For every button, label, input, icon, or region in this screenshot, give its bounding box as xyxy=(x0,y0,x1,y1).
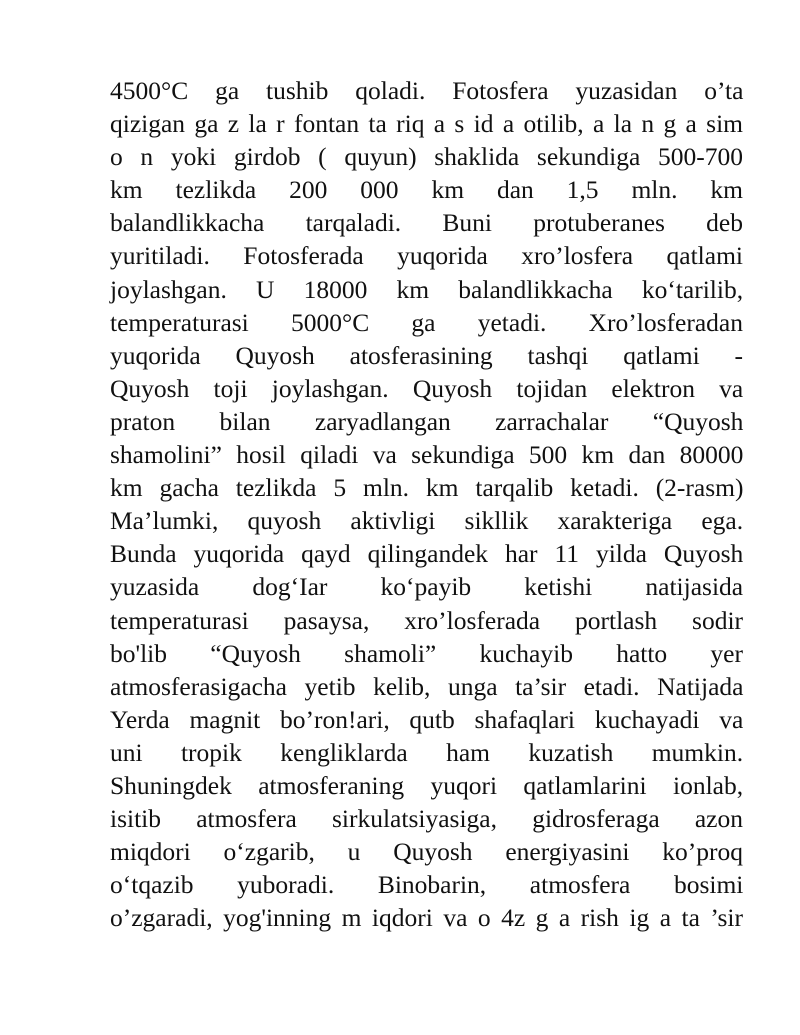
text-line-8: temperaturasi 5000°C ga yetadi. Xro’losferadan xyxy=(110,307,743,337)
text-line-2: qizigan ga z la r fontan ta riq a s id a otilib, a la n g a sim xyxy=(110,109,743,139)
text-line-19: atmosferasigacha yetib kelib, unga ta’sir etadi. Natijada xyxy=(110,671,744,701)
text-line-6: yuritiladi. Fotosferada yuqorida xro’losfera qatlami xyxy=(110,241,743,271)
text-line-7: joylashgan. U 18000 km balandlikkacha ko‘tarilib, xyxy=(110,274,744,304)
text-line-3: o n yoki girdob ( quyun) shaklida sekundiga 500-700 xyxy=(110,142,743,172)
text-line-11: praton bilan zaryadlangan zarrachalar “Quyosh xyxy=(110,406,744,436)
text-line-23: isitib atmosfera sirkulatsiyasiga, gidrosferaga azon xyxy=(110,804,743,834)
text-line-25: o‘tqazib yuboradi. Binobarin, atmosfera bosimi xyxy=(110,870,744,900)
text-line-13: km gacha tezlikda 5 mln. km tarqalib ketadi. (2-rasm) xyxy=(110,473,744,503)
text-line-10: Quyosh toji joylashgan. Quyosh tojidan elektron va xyxy=(110,373,744,403)
body-text xyxy=(110,74,743,934)
text-line-5: balandlikkacha tarqaladi. Buni protuberanes deb xyxy=(110,208,743,238)
text-line-4: km tezlikda 200 000 km dan 1,5 mln. km xyxy=(110,175,743,205)
text-line-20: Yerda magnit bo’ron!ari, qutb shafaqlari kuchayadi va xyxy=(110,704,744,734)
text-line-24: miqdori o‘zgarib, u Quyosh energiyasini ko’proq xyxy=(110,837,743,867)
text-line-21: uni tropik kengliklarda ham kuzatish mumkin. xyxy=(110,737,744,767)
text-line-17: temperaturasi pasaysa, xro’losferada portlash sodir xyxy=(110,605,744,635)
text-line-22: Shuningdek atmosferaning yuqori qatlamlarini ionlab, xyxy=(110,770,744,800)
text-line-14: Ma’lumki, quyosh aktivligi sikllik xarakteriga ega. xyxy=(110,506,744,536)
text-line-1: 4500°C ga tushib qoladi. Fotosfera yuzasidan o’ta xyxy=(110,76,744,105)
text-line-26: o’zgaradi, yog'inning m iqdori va o 4z g a rish ig a ta ’sir xyxy=(110,903,743,933)
text-line-9: yuqorida Quyosh atosferasining tashqi qatlami - xyxy=(110,340,743,370)
text-line-12: shamolini” hosil qiladi va sekundiga 500 km dan 80000 xyxy=(110,440,744,470)
text-line-15: Bunda yuqorida qayd qilingandek har 11 yilda Quyosh xyxy=(110,539,744,569)
text-line-16: yuzasida dog‘Iar ko‘payib ketishi natijasida xyxy=(110,572,744,602)
text-line-18: bo'lib “Quyosh shamoli” kuchayib hatto yer xyxy=(110,638,743,668)
